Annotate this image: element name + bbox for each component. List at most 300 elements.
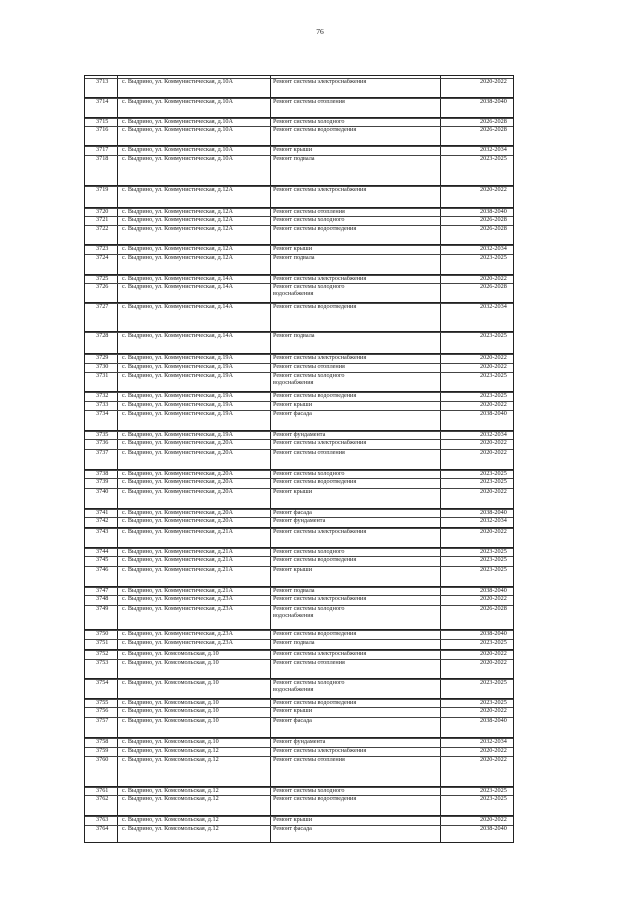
period-cell: 2038-2040 bbox=[480, 98, 507, 105]
work-type-line: Ремонт фундамента bbox=[273, 517, 326, 524]
address-cell: с. Выдрино, ул. Коммунистическая, д.20А bbox=[122, 517, 233, 524]
address-cell: с. Выдрино, ул. Коммунистическая, д.10А bbox=[122, 146, 233, 153]
address-cell: с. Выдрино, ул. Коммунистическая, д.19А bbox=[122, 363, 233, 370]
work-type-line: Ремонт системы водоотведения bbox=[273, 392, 357, 399]
work-type-cell bbox=[273, 566, 312, 573]
work-type-line: Ремонт крыши bbox=[273, 245, 313, 252]
row-number: 3758 bbox=[96, 738, 109, 745]
work-type-cell bbox=[273, 650, 366, 657]
period-cell: 2023-2025 bbox=[480, 795, 507, 802]
period-cell: 2020-2022 bbox=[480, 186, 507, 193]
row-number: 3715 bbox=[96, 118, 109, 125]
address-cell: с. Выдрино, ул. Коммунистическая, д.20А bbox=[122, 449, 233, 456]
work-type-line: Ремонт системы водоотведения bbox=[273, 478, 357, 485]
table-row bbox=[85, 410, 513, 417]
work-type-line: Ремонт системы водоотведения bbox=[273, 795, 357, 802]
address-cell: с. Выдрино, ул. Коммунистическая, д.21А bbox=[122, 548, 233, 555]
row-number: 3717 bbox=[96, 146, 109, 153]
address-cell: с. Выдрино, ул. Коммунистическая, д.21А bbox=[122, 556, 233, 563]
table-row bbox=[85, 391, 513, 399]
address-cell: с. Выдрино, ул. Коммунистическая, д.20А bbox=[122, 509, 233, 516]
period-cell: 2038-2040 bbox=[480, 410, 507, 417]
period-cell: 2020-2022 bbox=[480, 275, 507, 282]
work-type-cell bbox=[273, 747, 366, 754]
work-type-line: Ремонт крыши bbox=[273, 566, 313, 573]
period-cell: 2038-2040 bbox=[480, 825, 507, 832]
table-row bbox=[85, 449, 513, 456]
work-type-line: Ремонт подвала bbox=[273, 332, 315, 339]
work-type-line: Ремонт фасада bbox=[273, 410, 312, 417]
table-row bbox=[85, 145, 513, 153]
address-cell: с. Выдрино, ул. Комсомольская, д.12 bbox=[122, 795, 219, 802]
address-cell: с. Выдрино, ул. Комсомольская, д.12 bbox=[122, 756, 219, 763]
address-cell: с. Выдрино, ул. Коммунистическая, д.14А bbox=[122, 275, 233, 282]
period-cell: 2020-2022 bbox=[480, 595, 507, 602]
table-row bbox=[85, 786, 513, 794]
table-row bbox=[85, 707, 513, 714]
table-row bbox=[85, 508, 513, 516]
table-row bbox=[85, 566, 513, 573]
period-cell: 2023-2025 bbox=[480, 548, 507, 555]
period-cell: 2026-2028 bbox=[480, 283, 507, 290]
address-cell: с. Выдрино, ул. Коммунистическая, д.10А bbox=[122, 126, 233, 133]
work-type-cell bbox=[273, 363, 345, 370]
period-cell: 2032-2034 bbox=[480, 303, 507, 310]
table-row bbox=[85, 737, 513, 745]
work-type-cell bbox=[273, 245, 312, 252]
period-cell: 2038-2040 bbox=[480, 630, 507, 637]
work-type-line: Ремонт фасада bbox=[273, 717, 312, 724]
address-cell: с. Выдрино, ул. Коммунистическая, д.23А bbox=[122, 639, 233, 646]
work-type-cell bbox=[273, 659, 345, 666]
table-row bbox=[85, 207, 513, 215]
period-cell: 2023-2025 bbox=[480, 566, 507, 573]
work-type-line: Ремонт системы водоотведения bbox=[273, 303, 357, 310]
repair-schedule-table bbox=[84, 75, 514, 843]
period-cell: 2023-2025 bbox=[480, 332, 507, 339]
work-type-cell bbox=[273, 556, 356, 563]
address-cell: с. Выдрино, ул. Коммунистическая, д.14А bbox=[122, 283, 233, 290]
table-row bbox=[85, 331, 513, 339]
address-cell: с. Выдрино, ул. Коммунистическая, д.12А bbox=[122, 254, 233, 261]
address-cell: с. Выдрино, ул. Коммунистическая, д.12А bbox=[122, 186, 233, 193]
row-number: 3721 bbox=[96, 216, 109, 223]
work-type-cell bbox=[273, 738, 325, 745]
table-row bbox=[85, 756, 513, 763]
period-cell: 2038-2040 bbox=[480, 208, 507, 215]
work-type-line: Ремонт фундамента bbox=[273, 738, 326, 745]
table-row bbox=[85, 629, 513, 637]
address-cell: с. Выдрино, ул. Коммунистическая, д.23А bbox=[122, 595, 233, 602]
work-type-line: Ремонт системы водоотведения bbox=[273, 126, 357, 133]
work-type-line: Ремонт системы отопления bbox=[273, 756, 345, 763]
table-row bbox=[85, 698, 513, 706]
period-cell: 2020-2022 bbox=[480, 449, 507, 456]
work-type-cell bbox=[273, 392, 356, 399]
work-type-cell bbox=[273, 787, 344, 794]
period-cell: 2026-2028 bbox=[480, 216, 507, 223]
row-number: 3753 bbox=[96, 659, 109, 666]
work-type-line: Ремонт системы электроснабжения bbox=[273, 439, 367, 446]
row-number: 3754 bbox=[96, 679, 109, 686]
row-number: 3762 bbox=[96, 795, 109, 802]
work-type-cell bbox=[273, 795, 356, 802]
period-cell: 2023-2025 bbox=[480, 392, 507, 399]
table-row bbox=[85, 274, 513, 282]
work-type-line: водоснабжения bbox=[273, 379, 314, 387]
table-row bbox=[85, 747, 513, 754]
page-number: 76 bbox=[316, 27, 324, 36]
row-number: 3713 bbox=[96, 78, 109, 85]
address-cell: с. Выдрино, ул. Коммунистическая, д.19А bbox=[122, 392, 233, 399]
address-cell: с. Выдрино, ул. Коммунистическая, д.21А bbox=[122, 587, 233, 594]
table-row bbox=[85, 586, 513, 594]
work-type-line: Ремонт системы отопления bbox=[273, 208, 345, 215]
address-cell: с. Выдрино, ул. Коммунистическая, д.21А bbox=[122, 528, 233, 535]
work-type-cell bbox=[273, 332, 315, 339]
work-type-line: Ремонт системы холодного bbox=[273, 283, 345, 290]
work-type-cell bbox=[273, 283, 344, 298]
table-row bbox=[85, 283, 513, 298]
work-type-cell bbox=[273, 509, 312, 516]
table-row bbox=[85, 185, 513, 193]
row-number: 3734 bbox=[96, 410, 109, 417]
work-type-cell bbox=[273, 488, 312, 495]
address-cell: с. Выдрино, ул. Комсомольская, д.12 bbox=[122, 787, 219, 794]
work-type-cell bbox=[273, 98, 345, 105]
work-type-line: Ремонт системы холодного bbox=[273, 605, 345, 612]
period-cell: 2038-2040 bbox=[480, 587, 507, 594]
address-cell: с. Выдрино, ул. Коммунистическая, д.12А bbox=[122, 245, 233, 252]
address-cell: с. Выдрино, ул. Коммунистическая, д.14А bbox=[122, 303, 233, 310]
row-number: 3740 bbox=[96, 488, 109, 495]
row-number: 3727 bbox=[96, 303, 109, 310]
table-row bbox=[85, 649, 513, 657]
work-type-cell bbox=[273, 303, 356, 310]
row-number: 3748 bbox=[96, 595, 109, 602]
work-type-line: Ремонт системы холодного bbox=[273, 470, 345, 477]
period-cell: 2020-2022 bbox=[480, 650, 507, 657]
table-row bbox=[85, 556, 513, 563]
period-cell: 2020-2022 bbox=[480, 439, 507, 446]
address-cell: с. Выдрино, ул. Коммунистическая, д.19А bbox=[122, 372, 233, 379]
work-type-cell bbox=[273, 225, 356, 232]
work-type-cell bbox=[273, 548, 344, 555]
address-cell: с. Выдрино, ул. Комсомольская, д.12 bbox=[122, 825, 219, 832]
work-type-cell bbox=[273, 699, 356, 706]
address-cell: с. Выдрино, ул. Комсомольская, д.10 bbox=[122, 659, 219, 666]
table-row bbox=[85, 717, 513, 724]
table-row bbox=[85, 430, 513, 438]
table-row bbox=[85, 97, 513, 105]
work-type-cell bbox=[273, 449, 345, 456]
row-number: 3735 bbox=[96, 431, 109, 438]
work-type-line: Ремонт подвала bbox=[273, 254, 315, 261]
address-cell: с. Выдрино, ул. Коммунистическая, д.23А bbox=[122, 605, 233, 612]
row-number: 3743 bbox=[96, 528, 109, 535]
row-number: 3760 bbox=[96, 756, 109, 763]
period-cell: 2020-2022 bbox=[480, 78, 507, 85]
address-cell: с. Выдрино, ул. Комсомольская, д.10 bbox=[122, 679, 219, 686]
period-cell: 2023-2025 bbox=[480, 787, 507, 794]
work-type-line: Ремонт подвала bbox=[273, 155, 315, 162]
address-cell: с. Выдрино, ул. Комсомольская, д.10 bbox=[122, 717, 219, 724]
row-number: 3741 bbox=[96, 509, 109, 516]
work-type-cell bbox=[273, 587, 315, 594]
work-type-cell bbox=[273, 155, 315, 162]
period-cell: 2020-2022 bbox=[480, 747, 507, 754]
period-cell: 2020-2022 bbox=[480, 528, 507, 535]
work-type-line: Ремонт системы водоотведения bbox=[273, 225, 357, 232]
row-number: 3733 bbox=[96, 401, 109, 408]
address-cell: с. Выдрино, ул. Коммунистическая, д.20А bbox=[122, 478, 233, 485]
row-number: 3755 bbox=[96, 699, 109, 706]
address-cell: с. Выдрино, ул. Коммунистическая, д.21А bbox=[122, 566, 233, 573]
work-type-cell bbox=[273, 254, 315, 261]
address-cell: с. Выдрино, ул. Коммунистическая, д.10А bbox=[122, 155, 233, 162]
work-type-cell bbox=[273, 354, 366, 361]
row-number: 3759 bbox=[96, 747, 109, 754]
table-row bbox=[85, 216, 513, 223]
address-cell: с. Выдрино, ул. Коммунистическая, д.20А bbox=[122, 488, 233, 495]
work-type-line: Ремонт системы электроснабжения bbox=[273, 595, 367, 602]
table-row bbox=[85, 155, 513, 162]
work-type-line: Ремонт системы электроснабжения bbox=[273, 354, 367, 361]
work-type-line: Ремонт крыши bbox=[273, 707, 313, 714]
period-cell: 2032-2034 bbox=[480, 738, 507, 745]
period-cell: 2038-2040 bbox=[480, 717, 507, 724]
work-type-line: Ремонт системы холодного bbox=[273, 118, 345, 125]
row-number: 3716 bbox=[96, 126, 109, 133]
address-cell: с. Выдрино, ул. Комсомольская, д.12 bbox=[122, 747, 219, 754]
work-type-line: Ремонт системы водоотведения bbox=[273, 630, 357, 637]
table-row bbox=[85, 363, 513, 370]
period-cell: 2023-2025 bbox=[480, 679, 507, 686]
column-divider bbox=[270, 76, 271, 842]
work-type-cell bbox=[273, 118, 344, 125]
table-row bbox=[85, 439, 513, 446]
table-row bbox=[85, 117, 513, 125]
row-number: 3749 bbox=[96, 605, 109, 612]
table-row bbox=[85, 488, 513, 495]
period-cell: 2023-2025 bbox=[480, 155, 507, 162]
work-type-line: Ремонт системы отопления bbox=[273, 363, 345, 370]
period-cell: 2020-2022 bbox=[480, 363, 507, 370]
table-row bbox=[85, 547, 513, 555]
work-type-line: Ремонт подвала bbox=[273, 639, 315, 646]
work-type-cell bbox=[273, 431, 325, 438]
work-type-cell bbox=[273, 186, 366, 193]
work-type-cell bbox=[273, 275, 366, 282]
table-row bbox=[85, 659, 513, 666]
row-number: 3752 bbox=[96, 650, 109, 657]
period-cell: 2026-2028 bbox=[480, 605, 507, 612]
address-cell: с. Выдрино, ул. Комсомольская, д.10 bbox=[122, 650, 219, 657]
table-row bbox=[85, 244, 513, 252]
work-type-cell bbox=[273, 517, 325, 524]
row-number: 3746 bbox=[96, 566, 109, 573]
work-type-cell bbox=[273, 478, 356, 485]
table-row bbox=[85, 225, 513, 232]
address-cell: с. Выдрино, ул. Коммунистическая, д.10А bbox=[122, 118, 233, 125]
table-row bbox=[85, 254, 513, 261]
work-type-line: Ремонт системы электроснабжения bbox=[273, 78, 367, 85]
work-type-cell bbox=[273, 825, 312, 832]
row-number: 3723 bbox=[96, 245, 109, 252]
table-row bbox=[85, 401, 513, 408]
table-row bbox=[85, 815, 513, 823]
work-type-cell bbox=[273, 372, 344, 387]
address-cell: с. Выдрино, ул. Комсомольская, д.12 bbox=[122, 816, 219, 823]
row-number: 3736 bbox=[96, 439, 109, 446]
work-type-line: водоснабжения bbox=[273, 612, 314, 620]
work-type-line: водоснабжения bbox=[273, 290, 314, 298]
work-type-line: Ремонт системы отопления bbox=[273, 659, 345, 666]
work-type-line: Ремонт фасада bbox=[273, 825, 312, 832]
row-number: 3719 bbox=[96, 186, 109, 193]
period-cell: 2026-2028 bbox=[480, 118, 507, 125]
work-type-line: Ремонт фундамента bbox=[273, 431, 326, 438]
period-cell: 2038-2040 bbox=[480, 509, 507, 516]
work-type-cell bbox=[273, 605, 344, 620]
row-number: 3763 bbox=[96, 816, 109, 823]
row-number: 3745 bbox=[96, 556, 109, 563]
table-row bbox=[85, 78, 513, 85]
work-type-line: Ремонт системы холодного bbox=[273, 679, 345, 686]
work-type-line: Ремонт системы электроснабжения bbox=[273, 528, 367, 535]
row-number: 3729 bbox=[96, 354, 109, 361]
row-number: 3750 bbox=[96, 630, 109, 637]
row-number: 3756 bbox=[96, 707, 109, 714]
work-type-cell bbox=[273, 816, 312, 823]
work-type-cell bbox=[273, 639, 315, 646]
address-cell: с. Выдрино, ул. Коммунистическая, д.19А bbox=[122, 410, 233, 417]
work-type-cell bbox=[273, 78, 366, 85]
row-number: 3761 bbox=[96, 787, 109, 794]
row-number: 3742 bbox=[96, 517, 109, 524]
row-number: 3737 bbox=[96, 449, 109, 456]
period-cell: 2020-2022 bbox=[480, 756, 507, 763]
table-row bbox=[85, 517, 513, 524]
work-type-cell bbox=[273, 470, 344, 477]
work-type-cell bbox=[273, 595, 366, 602]
table-row bbox=[85, 469, 513, 477]
period-cell: 2023-2025 bbox=[480, 639, 507, 646]
work-type-cell bbox=[273, 410, 312, 417]
work-type-line: Ремонт фасада bbox=[273, 509, 312, 516]
row-number: 3726 bbox=[96, 283, 109, 290]
work-type-line: Ремонт системы холодного bbox=[273, 372, 345, 379]
work-type-line: Ремонт системы электроснабжения bbox=[273, 275, 367, 282]
period-cell: 2032-2034 bbox=[480, 245, 507, 252]
row-number: 3728 bbox=[96, 332, 109, 339]
period-cell: 2032-2034 bbox=[480, 431, 507, 438]
address-cell: с. Выдрино, ул. Коммунистическая, д.19А bbox=[122, 431, 233, 438]
table-row bbox=[85, 595, 513, 602]
address-cell: с. Выдрино, ул. Коммунистическая, д.12А bbox=[122, 216, 233, 223]
row-number: 3739 bbox=[96, 478, 109, 485]
work-type-cell bbox=[273, 208, 345, 215]
table-row bbox=[85, 678, 513, 694]
row-number: 3724 bbox=[96, 254, 109, 261]
address-cell: с. Выдрино, ул. Коммунистическая, д.19А bbox=[122, 354, 233, 361]
work-type-cell bbox=[273, 439, 366, 446]
table-row bbox=[85, 353, 513, 361]
work-type-line: Ремонт системы водоотведения bbox=[273, 699, 357, 706]
period-cell: 2023-2025 bbox=[480, 254, 507, 261]
address-cell: с. Выдрино, ул. Коммунистическая, д.23А bbox=[122, 630, 233, 637]
period-cell: 2023-2025 bbox=[480, 699, 507, 706]
period-cell: 2023-2025 bbox=[480, 372, 507, 379]
work-type-cell bbox=[273, 126, 356, 133]
row-number: 3747 bbox=[96, 587, 109, 594]
address-cell: с. Выдрино, ул. Коммунистическая, д.20А bbox=[122, 439, 233, 446]
address-cell: с. Выдрино, ул. Коммунистическая, д.10А bbox=[122, 78, 233, 85]
work-type-cell bbox=[273, 401, 312, 408]
table-row bbox=[85, 126, 513, 133]
row-number: 3722 bbox=[96, 225, 109, 232]
row-number: 3725 bbox=[96, 275, 109, 282]
address-cell: с. Выдрино, ул. Коммунистическая, д.19А bbox=[122, 401, 233, 408]
period-cell: 2032-2034 bbox=[480, 517, 507, 524]
address-cell: с. Выдрино, ул. Коммунистическая, д.14А bbox=[122, 332, 233, 339]
work-type-line: Ремонт системы холодного bbox=[273, 548, 345, 555]
row-number: 3738 bbox=[96, 470, 109, 477]
work-type-line: Ремонт крыши bbox=[273, 401, 313, 408]
work-type-line: Ремонт системы отопления bbox=[273, 98, 345, 105]
table-row bbox=[85, 639, 513, 646]
period-cell: 2026-2028 bbox=[480, 126, 507, 133]
column-divider bbox=[440, 76, 441, 842]
work-type-line: Ремонт системы электроснабжения bbox=[273, 650, 367, 657]
period-cell: 2023-2025 bbox=[480, 478, 507, 485]
work-type-cell bbox=[273, 216, 344, 223]
work-type-line: Ремонт системы отопления bbox=[273, 449, 345, 456]
work-type-line: водоснабжения bbox=[273, 686, 314, 694]
period-cell: 2020-2022 bbox=[480, 659, 507, 666]
period-cell: 2026-2028 bbox=[480, 225, 507, 232]
address-cell: с. Выдрино, ул. Коммунистическая, д.12А bbox=[122, 208, 233, 215]
table-row bbox=[85, 372, 513, 387]
period-cell: 2023-2025 bbox=[480, 470, 507, 477]
period-cell: 2020-2022 bbox=[480, 354, 507, 361]
address-cell: с. Выдрино, ул. Коммунистическая, д.12А bbox=[122, 225, 233, 232]
row-number: 3718 bbox=[96, 155, 109, 162]
work-type-line: Ремонт подвала bbox=[273, 587, 315, 594]
row-number: 3731 bbox=[96, 372, 109, 379]
period-cell: 2032-2034 bbox=[480, 146, 507, 153]
period-cell: 2020-2022 bbox=[480, 488, 507, 495]
table-row bbox=[85, 478, 513, 485]
table-row bbox=[85, 825, 513, 832]
work-type-cell bbox=[273, 756, 345, 763]
row-number: 3714 bbox=[96, 98, 109, 105]
table-row bbox=[85, 527, 513, 535]
work-type-line: Ремонт системы холодного bbox=[273, 787, 345, 794]
work-type-line: Ремонт крыши bbox=[273, 146, 313, 153]
column-divider bbox=[117, 76, 118, 842]
address-cell: с. Выдрино, ул. Коммунистическая, д.20А bbox=[122, 470, 233, 477]
work-type-cell bbox=[273, 146, 312, 153]
work-type-line: Ремонт крыши bbox=[273, 488, 313, 495]
work-type-line: Ремонт крыши bbox=[273, 816, 313, 823]
address-cell: с. Выдрино, ул. Коммунистическая, д.10А bbox=[122, 98, 233, 105]
row-number: 3757 bbox=[96, 717, 109, 724]
row-number: 3744 bbox=[96, 548, 109, 555]
period-cell: 2020-2022 bbox=[480, 401, 507, 408]
work-type-cell bbox=[273, 707, 312, 714]
row-number: 3751 bbox=[96, 639, 109, 646]
